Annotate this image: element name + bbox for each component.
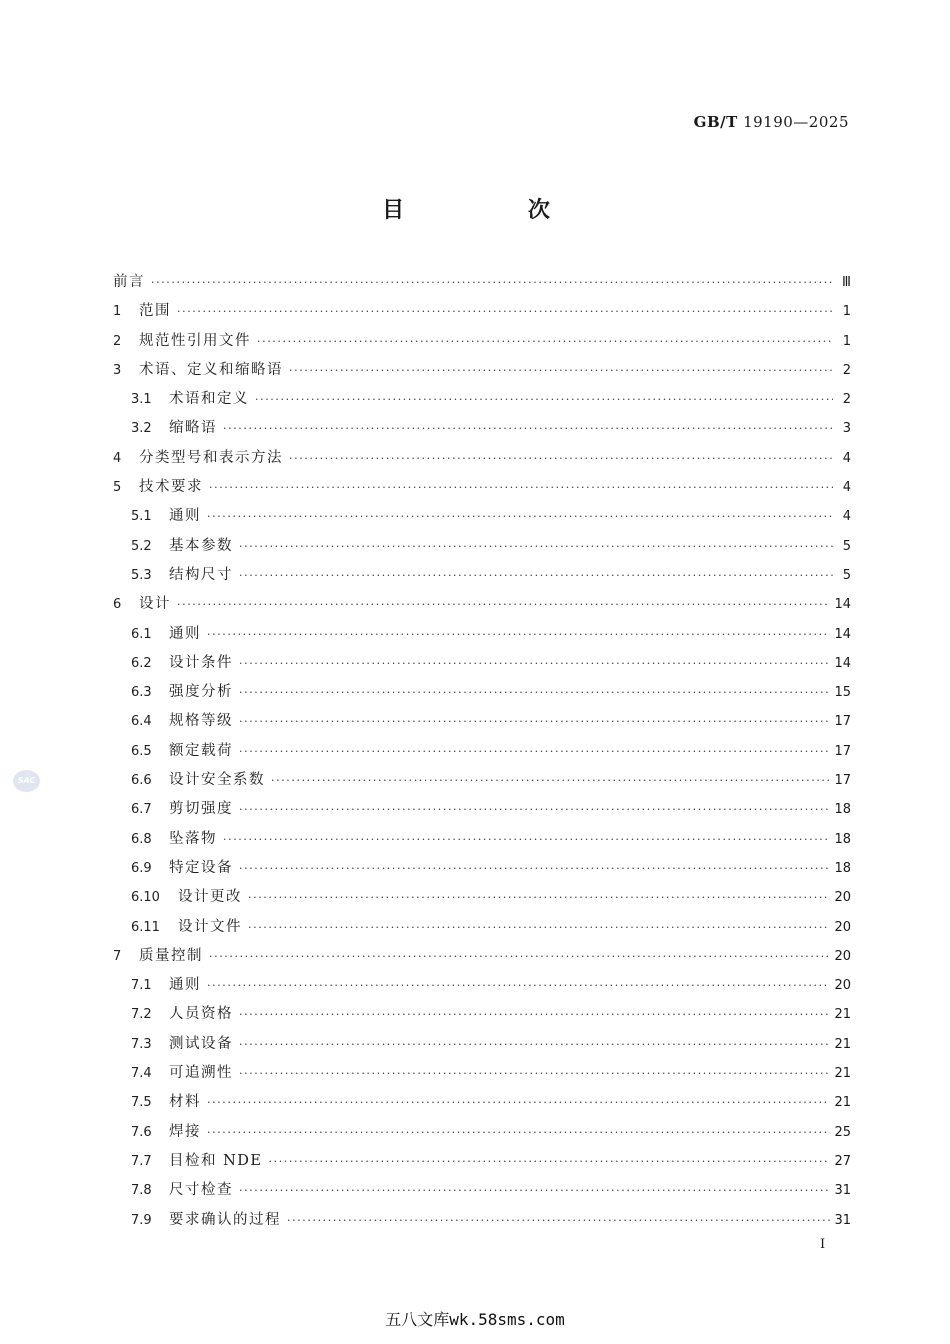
toc-entry-page: 14 [834,597,851,613]
toc-dot-leader [209,942,830,971]
toc-entry-number: 7.3 [131,1036,152,1052]
toc-entry-label: 通则 [169,508,201,525]
toc-entry-page: 20 [834,978,851,994]
page-number: I [820,1237,826,1252]
toc-entry-label: 额定载荷 [169,742,233,759]
toc-entry[interactable] [113,649,851,678]
toc-entry[interactable] [113,678,851,707]
toc-entry-number: 7.7 [131,1153,152,1169]
toc-entry[interactable] [113,1176,851,1205]
toc-entry-label: 结构尺寸 [169,566,233,583]
toc-entry-page: 21 [834,1036,851,1052]
toc-dot-leader [223,414,833,443]
toc-entry-number: 5.1 [131,509,152,525]
toc-entry-page: 21 [834,1007,851,1023]
toc-entry-page: 5 [842,567,851,583]
toc-entry[interactable] [113,385,851,414]
toc-entry-number: 6.1 [131,626,152,642]
toc-entry-label: 范围 [139,303,171,320]
toc-entry[interactable] [113,1206,851,1235]
table-of-contents [113,268,851,1235]
toc-entry-label: 质量控制 [139,947,203,964]
toc-entry-number: 3.1 [131,392,152,408]
toc-entry-page: 25 [834,1124,851,1140]
toc-entry[interactable] [113,356,851,385]
toc-entry-page: 4 [842,450,851,466]
toc-entry-page: 20 [834,948,851,964]
toc-entry[interactable] [113,532,851,561]
toc-dot-leader [177,590,830,619]
standard-number [694,113,849,131]
toc-entry[interactable] [113,1088,851,1117]
toc-dot-leader [257,327,833,356]
toc-entry-number: 6.11 [131,919,160,935]
toc-entry[interactable] [113,414,851,443]
toc-entry-number: 6.10 [131,890,160,906]
standard-prefix: GB/T [693,113,738,131]
toc-entry-page: 21 [834,1066,851,1082]
toc-entry-label: 尺寸检查 [169,1182,233,1199]
toc-dot-leader [239,854,830,883]
toc-dot-leader [239,561,833,590]
toc-entry[interactable] [113,268,851,297]
toc-dot-leader [207,1088,830,1117]
toc-entry-page: 15 [834,685,851,701]
toc-dot-leader [287,1206,830,1235]
toc-entry[interactable] [113,971,851,1000]
toc-dot-leader [239,649,830,678]
toc-entry-number: 6.5 [131,743,152,759]
toc-dot-leader [248,883,830,912]
toc-entry-number: 7 [113,948,122,964]
toc-entry[interactable] [113,561,851,590]
toc-entry-number: 7.9 [131,1212,152,1228]
toc-entry-number: 6.2 [131,655,152,671]
toc-dot-leader [239,1000,830,1029]
toc-entry[interactable] [113,707,851,736]
toc-dot-leader [239,737,830,766]
toc-entry[interactable] [113,854,851,883]
toc-dot-leader [207,971,830,1000]
toc-entry-page: 18 [834,831,851,847]
toc-entry-page: 3 [842,421,851,437]
toc-dot-leader [151,268,833,297]
standard-code: 19190—2025 [743,113,849,131]
toc-entry[interactable] [113,766,851,795]
toc-dot-leader [289,356,833,385]
toc-entry-page: 4 [842,480,851,496]
toc-entry-page: 18 [834,860,851,876]
toc-entry-label: 可追溯性 [169,1065,233,1082]
toc-entry-label: 测试设备 [169,1035,233,1052]
toc-entry-number: 6.4 [131,714,152,730]
toc-entry-number: 7.5 [131,1095,152,1111]
toc-entry-label: 缩略语 [169,420,217,437]
toc-dot-leader [239,678,830,707]
toc-entry-label: 材料 [169,1094,201,1111]
toc-entry-number: 3.2 [131,421,152,437]
toc-dot-leader [209,473,833,502]
toc-entry-number: 2 [113,333,122,349]
toc-entry-page: 14 [834,655,851,671]
toc-entry-page: Ⅲ [842,275,851,290]
sac-logo-icon: SAC [13,770,40,792]
toc-entry-label: 技术要求 [139,479,203,496]
toc-entry[interactable] [113,1059,851,1088]
site-footer-watermark: 五八文库wk.58sms.com [385,1310,565,1329]
toc-dot-leader [223,825,830,854]
toc-entry-number: 6.6 [131,773,152,789]
toc-dot-leader [239,532,833,561]
page-title: 目 次 [382,198,608,223]
toc-entry-number: 6.7 [131,802,152,818]
toc-entry[interactable] [113,1147,851,1176]
toc-entry-label: 剪切强度 [169,801,233,818]
toc-entry-label: 术语和定义 [169,391,249,408]
toc-entry[interactable] [113,737,851,766]
toc-entry-label: 规格等级 [169,713,233,730]
toc-entry-page: 14 [834,626,851,642]
toc-entry-page: 18 [834,802,851,818]
toc-entry[interactable] [113,825,851,854]
toc-dot-leader [207,502,833,531]
toc-entry-page: 17 [834,743,851,759]
toc-dot-leader [239,795,830,824]
toc-entry-page: 1 [842,333,851,349]
toc-entry-page: 4 [842,509,851,525]
toc-entry[interactable] [113,473,851,502]
toc-entry-page: 17 [834,773,851,789]
toc-entry-number: 5.3 [131,567,152,583]
toc-entry[interactable] [113,297,851,326]
toc-entry-number: 7.8 [131,1183,152,1199]
toc-entry-page: 2 [842,392,851,408]
toc-entry-label: 目检和 NDE [169,1152,263,1169]
toc-entry-label: 基本参数 [169,537,233,554]
toc-entry-number: 6.9 [131,860,152,876]
toc-entry-page: 20 [834,890,851,906]
toc-entry-number: 7.1 [131,978,152,994]
toc-entry-page: 5 [842,538,851,554]
toc-entry-page: 2 [842,362,851,378]
toc-entry-number: 7.2 [131,1007,152,1023]
toc-entry-page: 17 [834,714,851,730]
toc-entry-label: 设计 [139,596,171,613]
toc-dot-leader [239,1176,830,1205]
toc-entry-label: 设计文件 [178,918,242,935]
toc-dot-leader [289,444,833,473]
toc-dot-leader [239,707,830,736]
toc-entry-number: 5.2 [131,538,152,554]
toc-entry-number: 6.3 [131,685,152,701]
toc-entry-label: 坠落物 [169,830,217,847]
toc-entry-page: 20 [834,919,851,935]
toc-entry-label: 强度分析 [169,684,233,701]
toc-entry-label: 设计更改 [178,889,242,906]
toc-entry-number: 7.4 [131,1066,152,1082]
toc-dot-leader [269,1147,831,1176]
toc-dot-leader [271,766,830,795]
toc-entry[interactable] [113,620,851,649]
toc-entry-label: 规范性引用文件 [139,332,251,349]
toc-entry-label: 设计安全系数 [169,772,265,789]
toc-entry-number: 6 [113,597,122,613]
toc-entry[interactable] [113,1000,851,1029]
toc-entry-label: 要求确认的过程 [169,1211,281,1228]
toc-entry-number: 6.8 [131,831,152,847]
toc-entry-label: 通则 [169,625,201,642]
toc-entry-number: 7.6 [131,1124,152,1140]
toc-entry-page: 31 [834,1212,851,1228]
toc-entry-page: 31 [834,1183,851,1199]
toc-entry-label: 分类型号和表示方法 [139,449,283,466]
toc-entry-label: 特定设备 [169,859,233,876]
toc-dot-leader [207,1118,830,1147]
toc-dot-leader [177,297,833,326]
toc-entry[interactable] [113,444,851,473]
toc-entry-page: 1 [842,304,851,320]
toc-entry-label: 设计条件 [169,654,233,671]
toc-entry-number: 1 [113,304,122,320]
toc-entry-page: 27 [834,1153,851,1169]
toc-entry[interactable] [113,883,851,912]
toc-entry-number: 5 [113,480,122,496]
toc-entry[interactable] [113,942,851,971]
toc-entry-label: 术语、定义和缩略语 [139,361,283,378]
toc-entry[interactable] [113,913,851,942]
toc-dot-leader [239,1059,830,1088]
toc-dot-leader [248,913,830,942]
toc-dot-leader [255,385,833,414]
toc-entry-label: 通则 [169,977,201,994]
toc-dot-leader [239,1030,830,1059]
toc-entry[interactable] [113,1118,851,1147]
toc-dot-leader [207,620,830,649]
toc-entry-number: 3 [113,362,122,378]
toc-entry-number: 4 [113,450,122,466]
toc-entry[interactable] [113,590,851,619]
toc-entry[interactable] [113,1030,851,1059]
toc-entry[interactable] [113,795,851,824]
toc-entry[interactable] [113,502,851,531]
toc-entry-label: 焊接 [169,1123,201,1140]
toc-entry-label: 前言 [113,274,145,290]
toc-entry[interactable] [113,327,851,356]
toc-entry-label: 人员资格 [169,1006,233,1023]
toc-entry-page: 21 [834,1095,851,1111]
